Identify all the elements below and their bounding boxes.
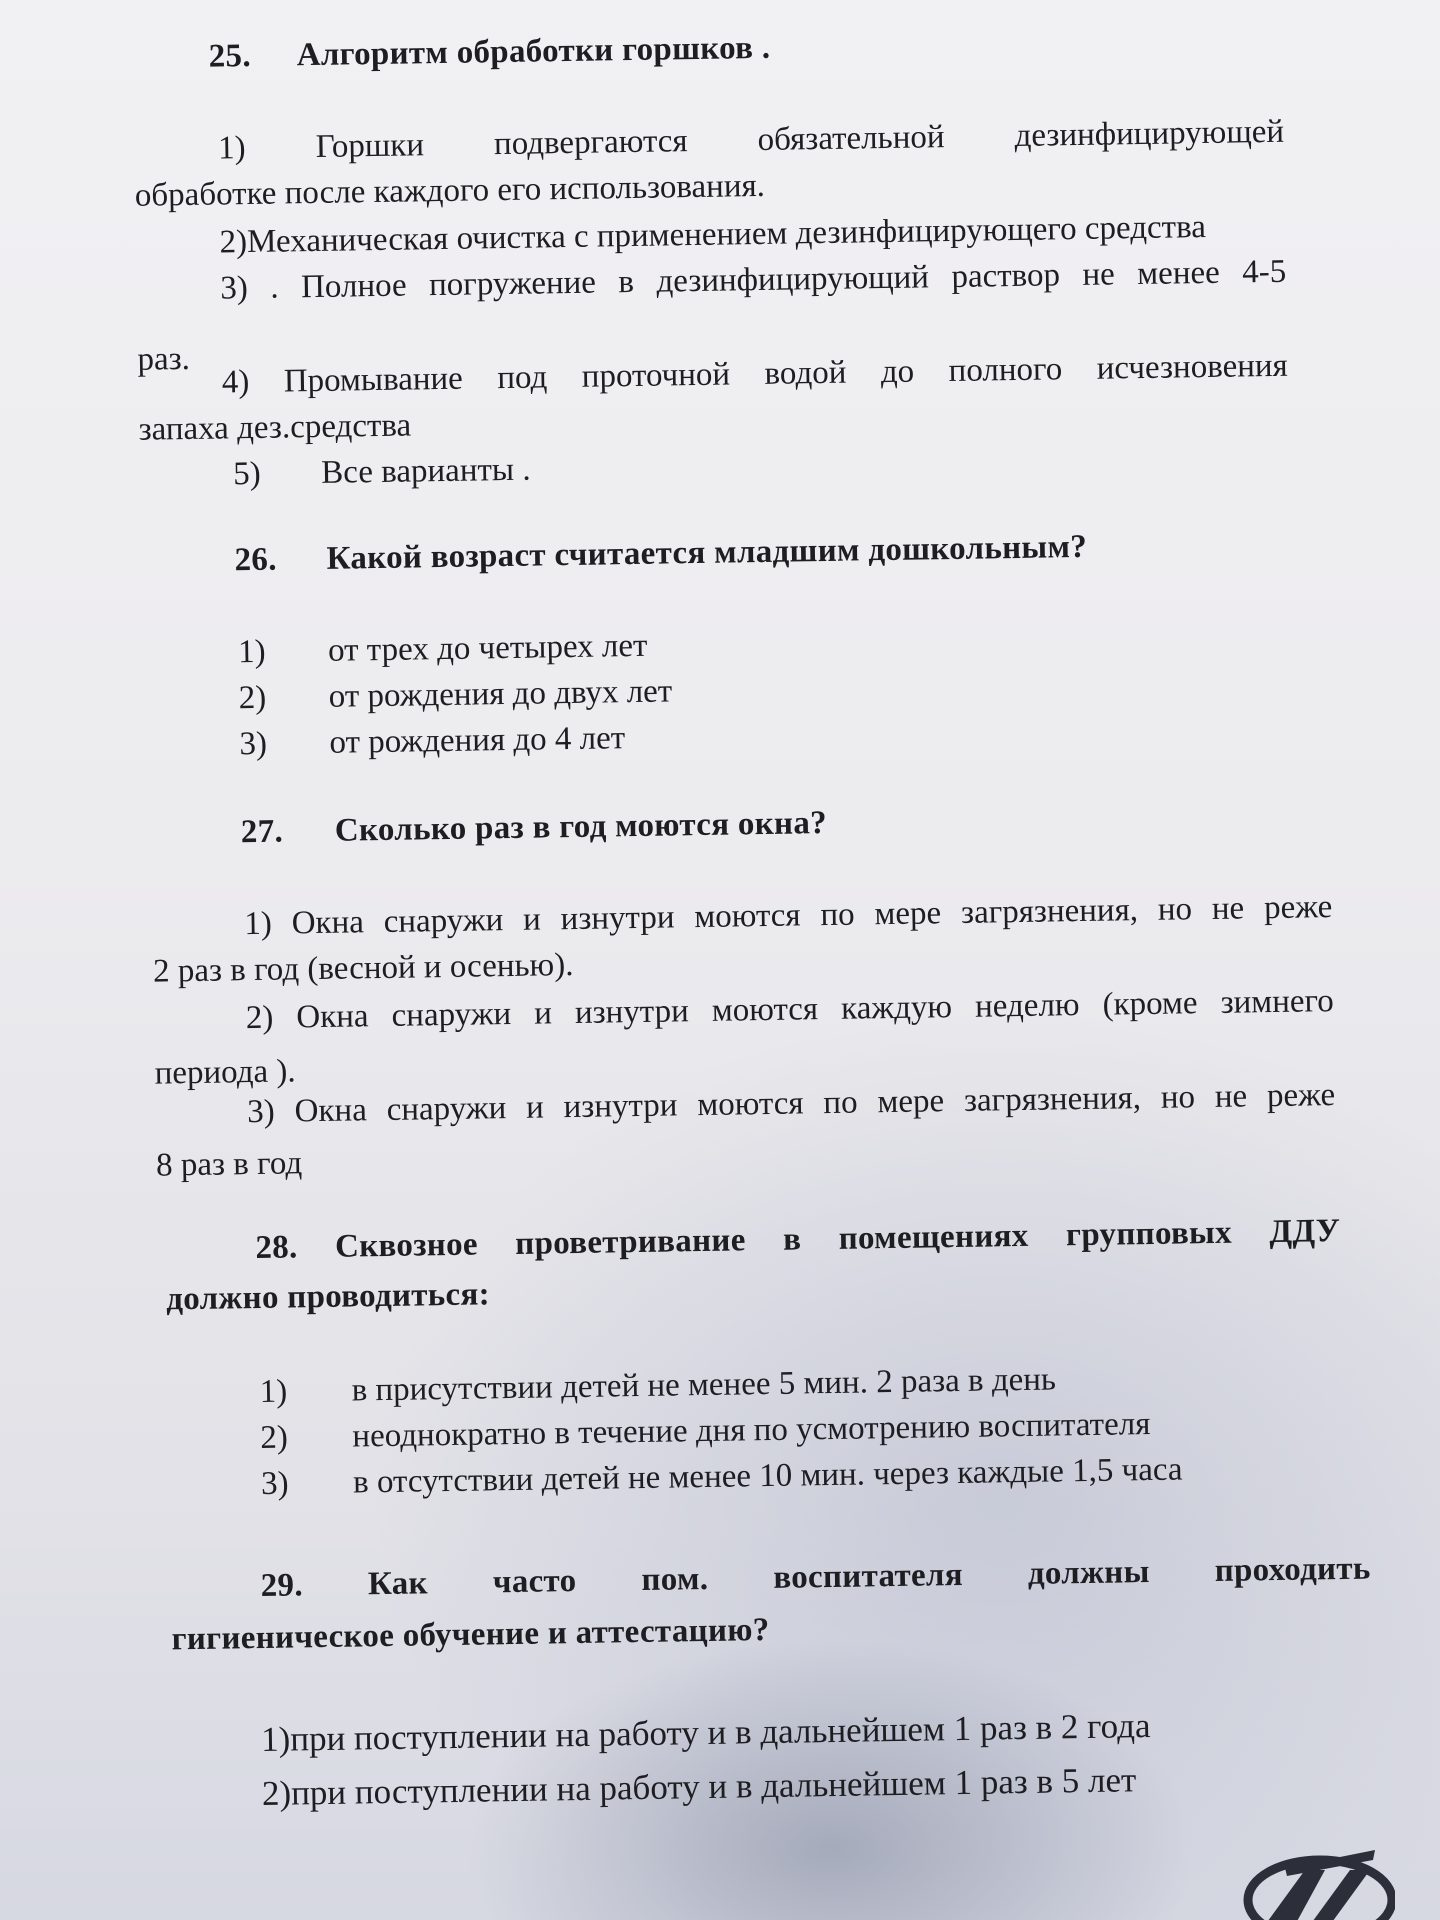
option-text: Горшки подвергаются обязательной дезинфицирующей [315,113,1285,165]
option-number: 2) [260,1419,289,1456]
option-text-continued: периода ). [154,1053,296,1092]
question-text: Алгоритм обработки горшков . [296,29,771,74]
question-25-option-4 [137,343,1288,453]
option-text: от трех до четырех лет [327,627,648,669]
option-text: при поступлении на работу и в дальнейшем 1 раз в 5 лет [290,1760,1137,1813]
option-number: 3) [246,1093,276,1131]
option-number: 1) [259,1373,288,1410]
option-text-continued: 2 раз в год (весной и осенью). [152,946,574,990]
option-number: 3) [220,270,249,307]
option-number: 3) [260,1465,289,1502]
question-26-options [238,615,1140,767]
question-26-title [234,522,1235,584]
question-text: Как часто пом. воспитателя должны проходить [367,1550,1371,1603]
option-text: Механическая очистка с применением дезинфицирующего средства [246,208,1207,261]
question-29-title [170,1546,1371,1663]
option-number: 3) [239,725,268,763]
question-25-title [208,20,1059,79]
question-text-continued: гигиеническое обучение и аттестацию? [171,1611,770,1658]
option-text: Окна снаружи и изнутри моются по мере загрязнения, но не реже [294,1077,1336,1130]
option-text: Окна снаружи и изнутри моются каждую неделю (кроме зимнего [296,983,1334,1036]
option-text: . Полное погружение в дезинфицирующий раствор не менее 4-5 [270,253,1287,306]
question-number: 29. [260,1567,304,1604]
option-number: 2) [261,1773,292,1813]
option-text: Промывание под проточной водой до полного исчезновения [283,347,1288,400]
question-28-options [259,1353,1261,1507]
option-text: от рождения до двух лет [328,673,673,715]
question-number: 27. [240,813,284,851]
option-number: 5) [232,455,262,493]
option-number: 2) [219,224,248,261]
question-25-option-1 [134,109,1285,219]
question-text: Сквозное проветривание в помещениях групповых ДДУ [334,1212,1341,1265]
option-number: 1) [260,1719,291,1759]
question-27-option-1 [152,884,1333,995]
option-number: 4) [221,364,250,401]
option-number: 2) [245,999,274,1037]
option-text: Окна снаружи и изнутри моются по мере загрязнения, но не реже [291,889,1333,942]
question-27-option-3 [155,1072,1336,1189]
question-number: 26. [234,541,278,579]
option-text-continued: обработке после каждого его использования. [134,167,766,214]
option-text-continued: 8 раз в год [155,1145,303,1184]
option-text: в отсутствии детей не менее 10 мин. через каждые 1,5 часа [352,1451,1183,1501]
option-number: 1) [217,130,246,167]
option-text: Все варианты . [320,451,531,491]
option-text: при поступлении на работу и в дальнейшем 1 раз в 2 года [289,1706,1151,1759]
question-29-options [261,1697,1313,1821]
option-text-continued: запаха дез.средства [138,407,412,448]
question-text: Сколько раз в год моются окна? [334,804,828,849]
publisher-logo-icon [1225,1830,1395,1920]
question-text-continued: должно проводиться: [165,1276,491,1318]
question-text: Какой возраст считается младшим дошкольным? [326,528,1088,577]
option-text: от рождения до 4 лет [329,720,626,761]
question-number: 28. [255,1229,298,1267]
option-number: 1) [244,905,273,943]
option-number: 2) [238,679,267,717]
question-28-title [165,1208,1341,1322]
question-27-title [241,793,1242,855]
question-number: 25. [208,37,252,75]
option-text: неоднократно в течение дня по усмотрению воспитателя [352,1405,1151,1455]
option-text-continued: раз. [137,340,191,378]
option-text: в присутствии детей не менее 5 мин. 2 раза в день [351,1361,1057,1409]
option-number: 1) [237,633,266,671]
